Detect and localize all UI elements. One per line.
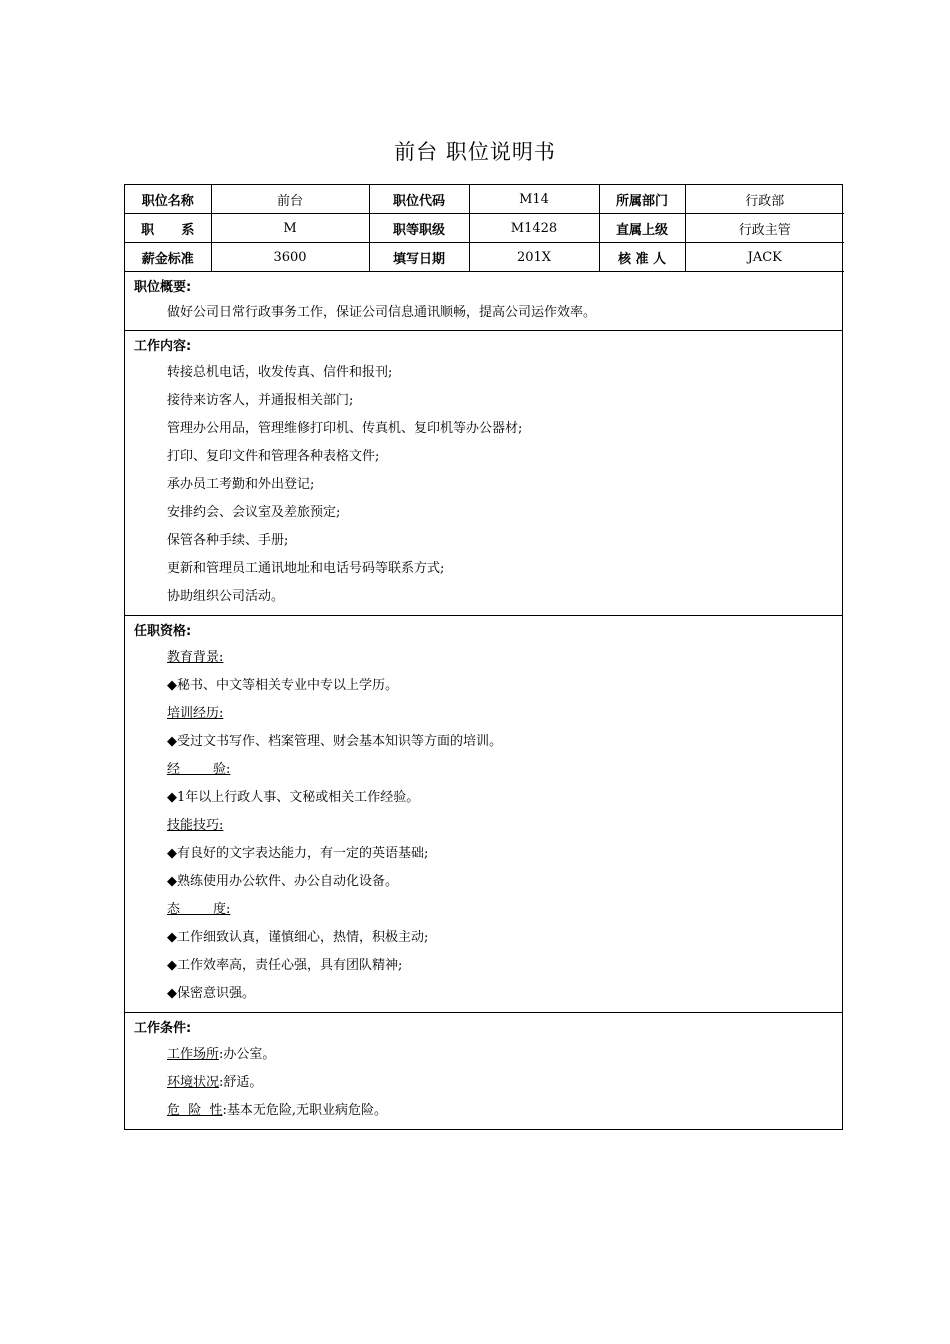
list-item: 保管各种手续、手册;: [167, 533, 289, 548]
department-value: 行政部: [685, 185, 844, 214]
skills-heading: [125, 812, 842, 840]
experience-item: ◆ 1年以上行政人事、文秘或相关工作经验。: [125, 784, 842, 812]
risk-label: 危 险 性: [167, 1103, 223, 1118]
risk-value: :基本无危险,无职业病危险。: [222, 1103, 388, 1118]
header-row: [125, 214, 844, 243]
grade-label: 职等职级: [369, 214, 469, 243]
fill-date-label: 填写日期: [369, 243, 469, 272]
attitude-item: ◆ 工作细致认真，谨慎细心，热情，积极主动;: [125, 924, 842, 952]
fill-date-value: 201X: [469, 243, 599, 272]
conditions-title: 工作条件:: [134, 1021, 192, 1036]
qualifications-section: [125, 615, 842, 1012]
attitude-heading: [125, 896, 842, 924]
list-item: 更新和管理员工通讯地址和电话号码等联系方式;: [167, 561, 445, 576]
overview-section: [125, 272, 842, 330]
environment-line: [125, 1069, 842, 1097]
position-code-value: M14: [469, 185, 599, 214]
list-item: 打印、复印文件和管理各种表格文件;: [167, 449, 380, 464]
job-family-value: M: [211, 214, 369, 243]
overview-title: 职位概要:: [134, 280, 192, 295]
conditions-section: [125, 1012, 842, 1129]
education-heading: [125, 644, 842, 672]
experience-heading: [125, 756, 842, 784]
job-family-label: 职 系: [125, 214, 211, 243]
risk-line: [125, 1097, 842, 1125]
job-description-form: [124, 184, 843, 1130]
supervisor-label: 直属上级: [599, 214, 685, 243]
attitude-label: 态 度:: [167, 902, 231, 917]
list-item: 安排约会、会议室及差旅预定;: [167, 505, 341, 520]
environment-label: 环境状况: [167, 1075, 220, 1090]
list-item: 接待来访客人，并通报相关部门;: [167, 393, 354, 408]
education-label: 教育背景:: [167, 650, 224, 665]
skills-item: ◆ 熟练使用办公软件、办公自动化设备。: [125, 868, 842, 896]
attitude-item: ◆ 工作效率高，责任心强，具有团队精神;: [125, 952, 842, 980]
supervisor-value: 行政主管: [685, 214, 844, 243]
salary-label: 薪金标准: [125, 243, 211, 272]
approver-value: JACK: [685, 243, 844, 272]
position-name-value: 前台: [211, 185, 369, 214]
duties-title: 工作内容:: [134, 339, 192, 354]
department-label: 所属部门: [599, 185, 685, 214]
attitude-item: ◆ 保密意识强。: [125, 980, 842, 1008]
list-item: 转接总机电话，收发传真、信件和报刊;: [167, 365, 393, 380]
header-row: [125, 185, 844, 214]
approver-label: 核 准 人: [599, 243, 685, 272]
experience-label: 经 验:: [167, 762, 231, 777]
skills-item: ◆ 有良好的文字表达能力，有一定的英语基础;: [125, 840, 842, 868]
header-row: [125, 243, 844, 272]
work-place-value: :办公室。: [219, 1047, 276, 1062]
header-table: [125, 185, 844, 272]
salary-value: 3600: [211, 243, 369, 272]
training-heading: [125, 700, 842, 728]
list-item: 承办员工考勤和外出登记;: [167, 477, 315, 492]
list-item: 协助组织公司活动。: [167, 589, 285, 604]
grade-value: M1428: [469, 214, 599, 243]
page-title: 前台 职位说明书: [394, 140, 556, 164]
position-code-label: 职位代码: [369, 185, 469, 214]
overview-text: 做好公司日常行政事务工作，保证公司信息通讯顺畅，提高公司运作效率。: [167, 305, 597, 320]
training-item: ◆ 受过文书写作、档案管理、财会基本知识等方面的培训。: [125, 728, 842, 756]
skills-label: 技能技巧:: [167, 818, 224, 833]
list-item: 管理办公用品，管理维修打印机、传真机、复印机等办公器材;: [167, 421, 523, 436]
training-label: 培训经历:: [167, 706, 224, 721]
qualifications-title: 任职资格:: [134, 624, 192, 639]
work-place-label: 工作场所: [167, 1047, 220, 1062]
position-name-label: 职位名称: [125, 185, 211, 214]
duties-section: [125, 330, 842, 615]
education-item: ◆ 秘书、中文等相关专业中专以上学历。: [125, 672, 842, 700]
work-place-line: [125, 1041, 842, 1069]
environment-value: :舒适。: [219, 1075, 263, 1090]
